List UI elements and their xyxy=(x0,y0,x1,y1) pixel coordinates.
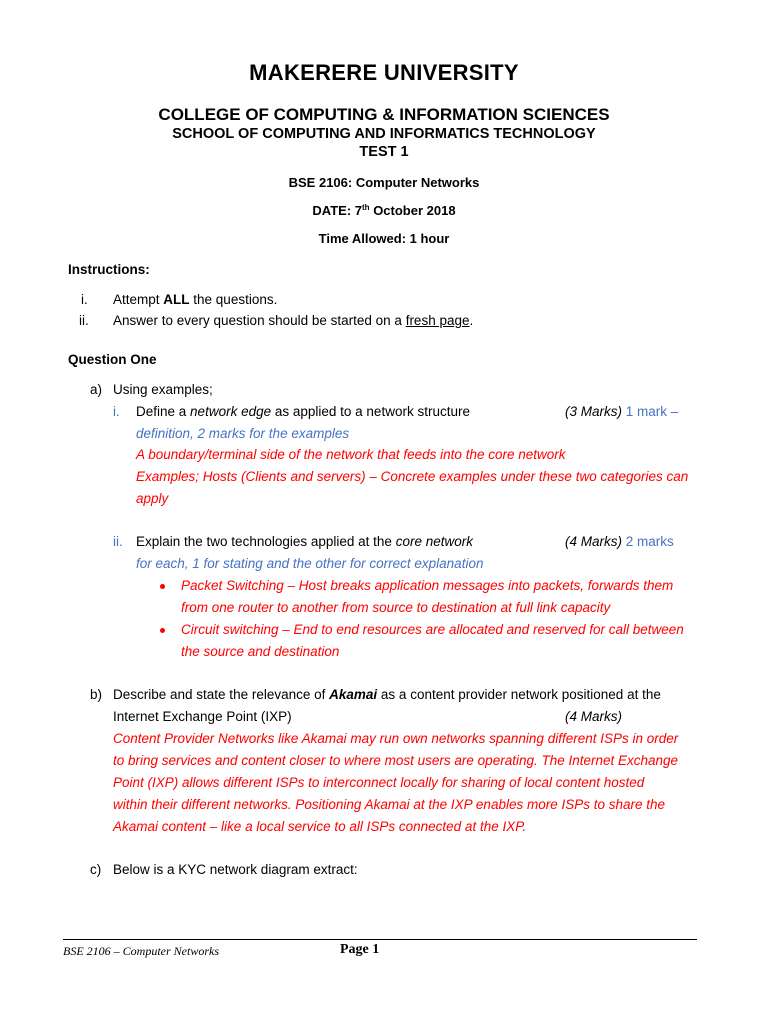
course-title: BSE 2106: Computer Networks xyxy=(288,175,480,190)
test-title: TEST 1 xyxy=(359,144,409,160)
part-b-answer: Point (IXP) allows different ISPs to interconnect locally for sharing of local content hosted xyxy=(113,775,645,790)
bullet-icon xyxy=(160,584,165,589)
sub-ii-question: Explain the two technologies applied at the core network xyxy=(136,534,473,549)
sub-ii-marks: (4 Marks) 2 marks xyxy=(565,534,674,549)
footer-page-number: Page 1 xyxy=(340,942,380,957)
instruction-item: Answer to every question should be started on a fresh page. xyxy=(113,313,474,328)
instruction-number: ii. xyxy=(79,313,89,328)
part-c-label: c) xyxy=(90,862,102,877)
answer-bullet-line: the source and destination xyxy=(181,644,340,659)
answer-bullet-line: Circuit switching – End to end resources are allocated and reserved for call between xyxy=(181,622,684,637)
sub-i-marks: (3 Marks) 1 mark – xyxy=(565,404,679,419)
part-c-text: Below is a KYC network diagram extract: xyxy=(113,862,358,877)
question-one-title: Question One xyxy=(68,352,157,367)
part-a-label: a) xyxy=(90,382,103,397)
footer-divider xyxy=(63,939,697,940)
sub-i-answer: Examples; Hosts (Clients and servers) – Concrete examples under these two categories can xyxy=(136,469,689,484)
part-a-text: Using examples; xyxy=(113,382,213,397)
instruction-item: Attempt ALL the questions. xyxy=(113,292,278,307)
answer-bullet-line: Packet Switching – Host breaks application messages into packets, forwards them xyxy=(181,578,674,593)
part-b-answer: Content Provider Networks like Akamai may run own networks spanning different ISPs in order xyxy=(113,731,679,746)
sub-i-answer: A boundary/terminal side of the network that feeds into the core network xyxy=(136,447,566,462)
instructions-title: Instructions: xyxy=(68,262,150,277)
part-b-question: Describe and state the relevance of Akamai as a content provider network positioned at the xyxy=(113,687,661,702)
sub-ii-number: ii. xyxy=(113,534,123,549)
part-b-answer: Akamai content – like a local service to all ISPs connected at the IXP. xyxy=(113,819,527,834)
exam-date: DATE: 7th October 2018 xyxy=(312,203,456,218)
instruction-number: i. xyxy=(81,292,88,307)
sub-i-marking-note: definition, 2 marks for the examples xyxy=(136,426,350,441)
part-b-marks: (4 Marks) xyxy=(565,709,622,724)
sub-i-question: Define a network edge as applied to a network structure xyxy=(136,404,470,419)
answer-bullet-line: from one router to another from source to destination at full link capacity xyxy=(181,600,611,615)
college-title: COLLEGE OF COMPUTING & INFORMATION SCIENCES xyxy=(158,105,610,124)
sub-i-number: i. xyxy=(113,404,120,419)
bullet-icon xyxy=(160,628,165,633)
part-b-answer: within their different networks. Positioning Akamai at the IXP enables more ISPs to share the xyxy=(113,797,666,812)
time-allowed: Time Allowed: 1 hour xyxy=(318,231,450,246)
part-b-label: b) xyxy=(90,687,103,702)
school-title: SCHOOL OF COMPUTING AND INFORMATICS TECHNOLOGY xyxy=(172,126,596,142)
university-title: MAKERERE UNIVERSITY xyxy=(249,60,519,85)
sub-ii-marking-note: for each, 1 for stating and the other for correct explanation xyxy=(136,556,484,571)
sub-i-answer: apply xyxy=(136,491,169,506)
part-b-question-line2: Internet Exchange Point (IXP) xyxy=(113,709,292,724)
part-b-answer: to bring services and content closer to where most users are operating. The Internet Exchange xyxy=(113,753,679,768)
footer-course: BSE 2106 – Computer Networks xyxy=(63,944,219,958)
